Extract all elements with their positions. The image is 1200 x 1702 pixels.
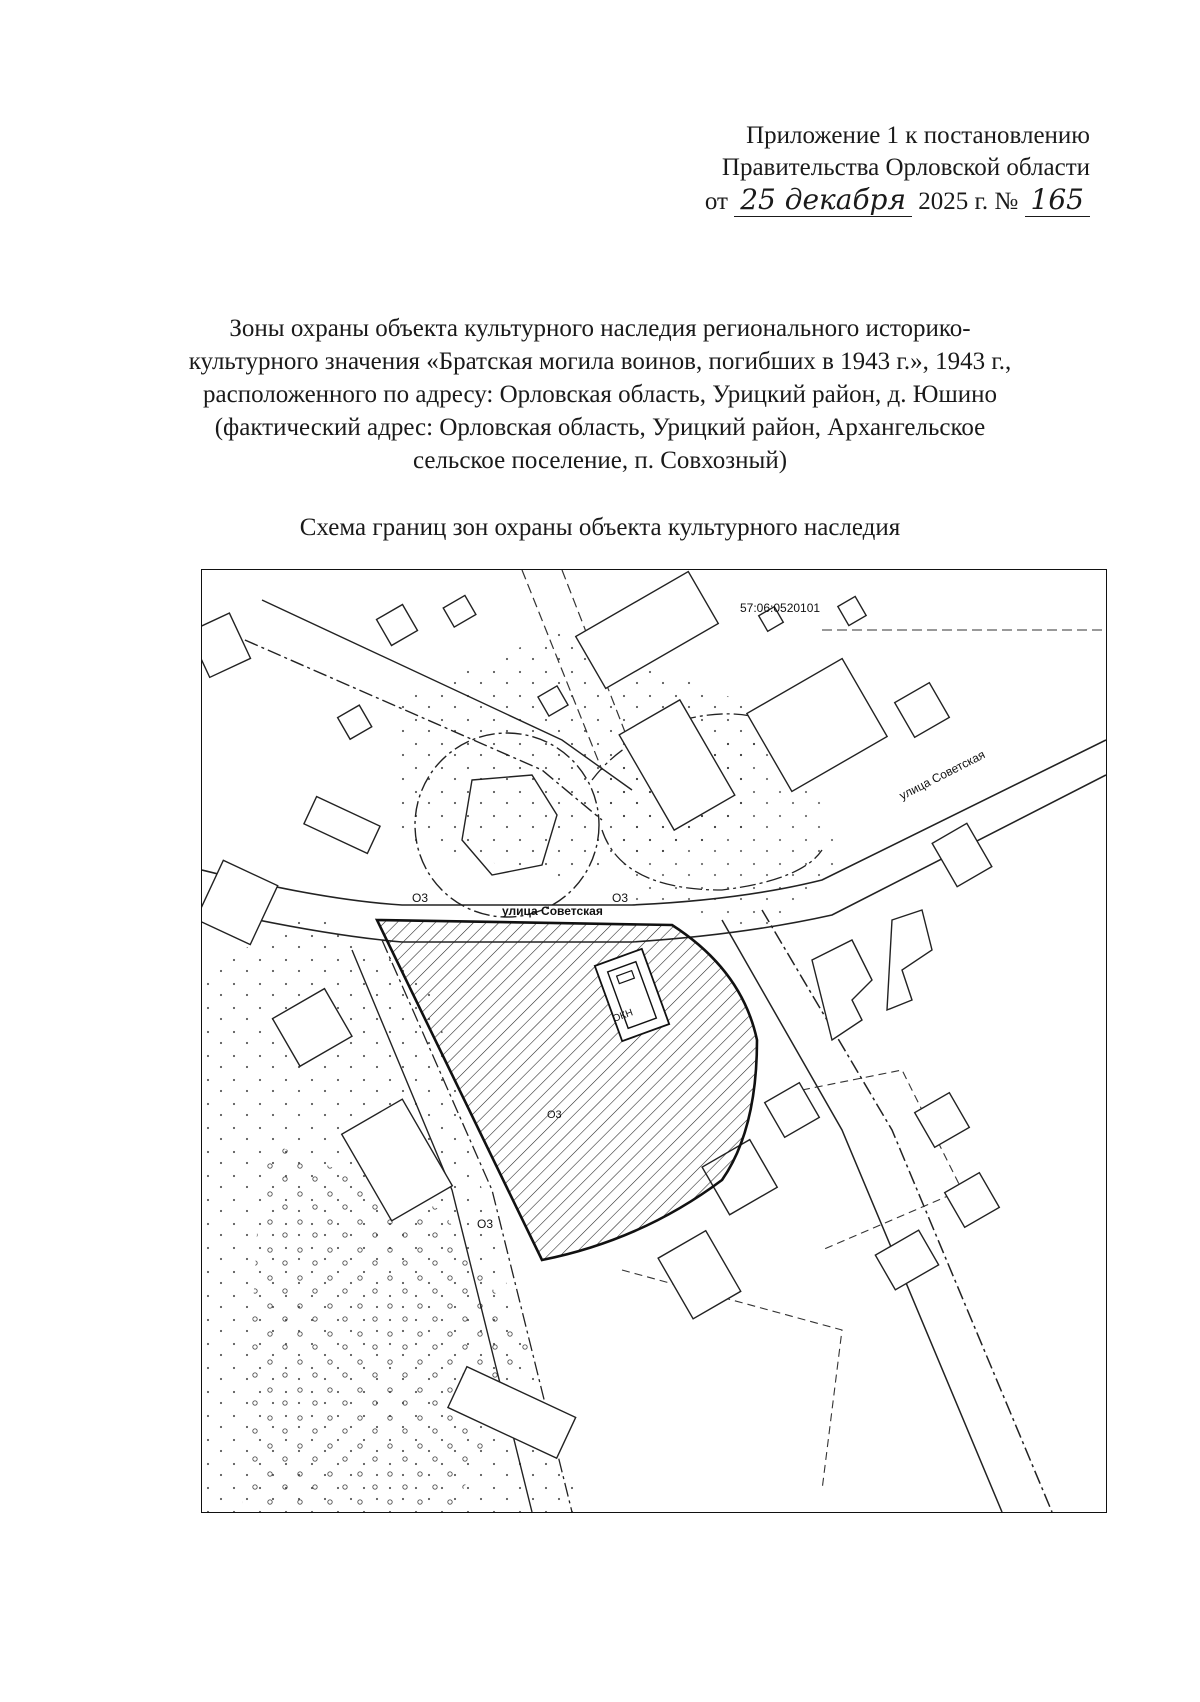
building-south-1 [658,1231,741,1319]
title-line-3: расположенного по адресу: Орловская область, Урицкий район, д. Юшино [203,381,997,408]
map-svg [202,570,1106,1512]
date-prefix: от [704,188,728,215]
zone-code-label-4: О3 [477,1217,494,1231]
zone-code-label-3: О3 [547,1109,562,1121]
building-east-4 [915,1093,970,1148]
zone-code-label-1: О3 [412,891,429,905]
title-line-2: культурного значения «Братская могила воинов, погибших в 1943 г.», 1943 г., [188,348,1012,375]
building-south-4 [765,1083,820,1138]
date-year: 2025 г. № [918,188,1019,215]
building-west-3 [304,797,380,854]
building-northwest-1 [202,613,251,677]
building-northwest-3 [443,595,476,627]
zone-code-label-2: О3 [612,891,629,905]
building-east-5 [945,1173,1000,1228]
appendix-date-line [705,184,1090,218]
building-east-6 [875,1230,938,1290]
handwritten-number: 165 [1025,183,1090,217]
appendix-line-2: Правительства Орловской области [721,154,1090,181]
appendix-block [705,120,1090,218]
building-east-3 [887,910,932,1010]
cadastral-number-label: 57:06:0520101 [740,601,821,615]
street-label-main: улица Советская [502,904,603,918]
street-label-diagonal: улица Советская [897,747,988,803]
dashed-parcel-east [802,1070,962,1250]
document-title [140,312,1060,477]
appendix-line-1: Приложение 1 к постановлению [746,122,1090,149]
building-east-2 [812,940,872,1040]
title-line-5: сельское поселение, п. Совхозный) [412,447,788,474]
building-northeast-2 [895,683,950,738]
title-line-4: (фактический адрес: Орловская область, Урицкий район, Архангельское [214,414,986,441]
dashed-parcel-south [622,1270,842,1490]
heritage-object-label: ОКН [611,1007,635,1025]
building-northeast-3 [838,596,866,625]
building-west-1 [338,705,372,739]
cadastral-map [201,569,1107,1513]
building-east-1 [932,823,992,886]
title-line-1: Зоны охраны объекта культурного наследия регионального историко- [229,315,971,342]
handwritten-date: 25 декабря [734,183,912,217]
building-northwest-2 [377,605,418,646]
scheme-subtitle: Схема границ зон охраны объекта культурного наследия [299,514,901,541]
